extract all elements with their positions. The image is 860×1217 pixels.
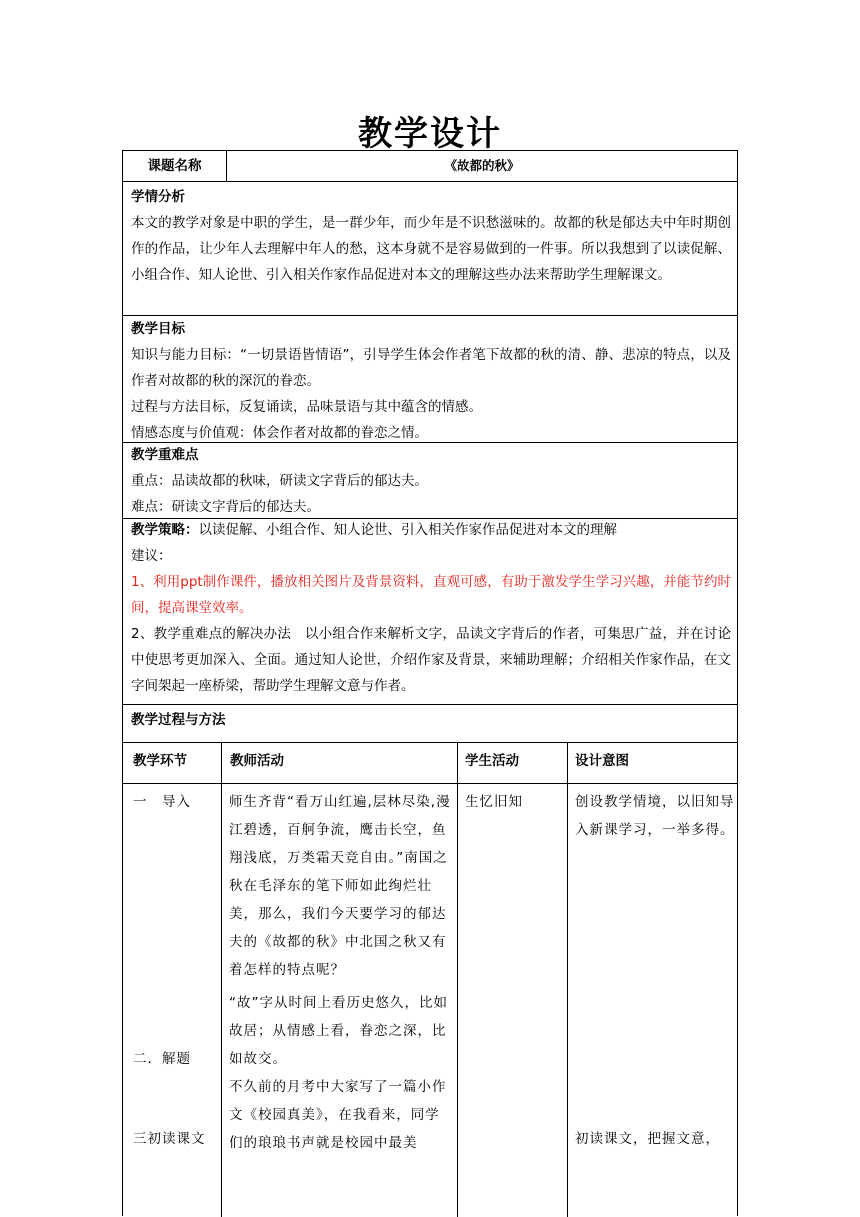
lesson-plan-table: [122, 150, 738, 1216]
intent-intro: 创设教学情境，以旧知导入新课学习，一举多得。: [575, 794, 735, 838]
strategy-heading: 教学策略：: [131, 522, 199, 538]
goals-section: [123, 315, 737, 442]
strategy-section: [123, 518, 737, 704]
stage-title-analysis: 二．解题: [133, 1051, 191, 1067]
stage-first-reading: 三初读课文: [133, 1131, 206, 1147]
analysis-heading: 学情分析: [131, 189, 185, 205]
goal-knowledge: 知识与能力目标：“一切景语皆情语”，引导学生体会作者笔下故都的秋的清、静、悲凉的特点，以及作者对故都的秋的深沉的眷恋。: [131, 347, 731, 389]
process-heading: 教学过程与方法: [131, 712, 226, 728]
document-title: 教学设计: [358, 114, 502, 154]
key-points-heading: 教学重难点: [131, 447, 199, 463]
key-points-section: [123, 442, 737, 518]
analysis-text: 本文的教学对象是中职的学生，是一群少年，而少年是不识愁滋味的。故都的秋是郁达夫中年时期创作的作品，让少年人去理解中年人的愁，这本身就不是容易做到的一件事。所以我想到了以读促解、小组合作、知人论世、引入相关作家作品促进对本文的理解这些办法来帮助学生理解课文。: [131, 215, 731, 283]
strategy-suggest: 建议：: [131, 548, 172, 564]
teacher-intro: 师生齐背“看万山红遍,层林尽染,漫江碧透，百舸争流，鹰击长空，鱼翔浅底，万类霜天竞自由。”南国之秋在毛泽东的笔下师如此绚烂壮美，那么，我们今天要学习的郁达夫的《故都的秋》中北国之秋又有着怎样的特点呢？: [229, 794, 451, 978]
strategy-item-method: 2、教学重难点的解决办法 以小组合作来解析文字，品读文字背后的作者，可集思广益，并在讨论中使思考更加深入、全面。通过知人论世，介绍作家及背景，来辅助理解；介绍相关作家作品，在文字间架起一座桥梁，帮助学生理解文意与作者。: [131, 626, 731, 694]
goals-heading: 教学目标: [131, 321, 185, 337]
strategy-line: [131, 517, 731, 543]
header-student: 学生活动: [465, 753, 519, 769]
strategy-summary: 以读促解、小组合作、知人论世、引入相关作家作品促进对本文的理解: [198, 522, 617, 538]
header-stage: 教学环节: [133, 753, 187, 769]
header-intent: 设计意图: [575, 753, 629, 769]
table-header-row: [123, 742, 737, 783]
header-teacher: 教师活动: [230, 753, 284, 769]
goal-emotion: 情感态度与价值观：体会作者对故都的眷恋之情。: [131, 425, 428, 441]
process-heading-row: [123, 704, 737, 742]
student-intro: 生忆旧知: [465, 794, 523, 810]
course-title: 《故都的秋》: [444, 158, 520, 173]
course-row: [123, 151, 737, 181]
goal-process: 过程与方法目标，反复诵读，品味景语与其中蕴含的情感。: [131, 399, 482, 415]
key-point-focus: 重点：品读故都的秋味，研读文字背后的郁达夫。: [131, 473, 428, 489]
teacher-first-reading: 不久前的月考中大家写了一篇小作文《校园真美》，在我看来，同学们的琅琅书声就是校园中最美: [229, 1079, 447, 1151]
stage-intro: 一 导入: [133, 794, 191, 810]
key-point-difficulty: 难点：研读文字背后的郁达夫。: [131, 499, 320, 515]
table-body-row: [123, 783, 737, 1217]
teacher-title-analysis: “故”字从时间上看历史悠久，比如故居；从情感上看，眷恋之深，比如故交。: [229, 995, 448, 1067]
intent-first-reading: 初读课文，把握文意，: [575, 1131, 720, 1147]
course-label: 课题名称: [147, 158, 202, 174]
strategy-item-ppt: 1、利用ppt制作课件，播放相关图片及背景资料，直观可感，有助于激发学生学习兴趣，并能节约时间，提高课堂效率。: [131, 574, 731, 616]
analysis-section: [123, 181, 737, 315]
